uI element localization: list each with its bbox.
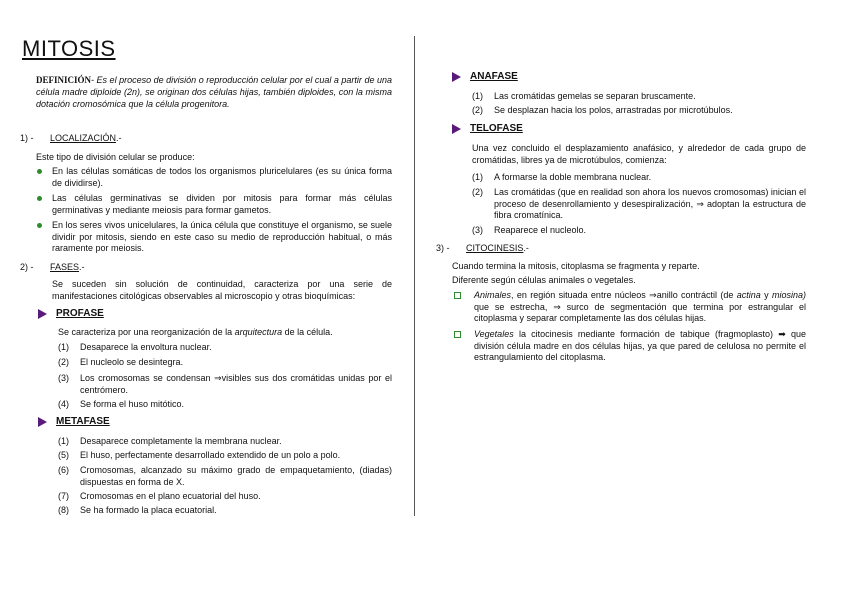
animales-text-b: y bbox=[760, 290, 772, 300]
section-2-number: 2) - bbox=[20, 262, 34, 272]
arrow-right-icon bbox=[38, 417, 47, 427]
animales-text-a: , en región situada entre núcleos ⇒anillo contráctil (de bbox=[511, 290, 737, 300]
section-2-intro: Se suceden sin solución de continuidad, caracteriza por una serie de manifestaciones citológicas observables al microscopio y otras bioquímicas: bbox=[52, 279, 392, 301]
profase-item-num: (4) bbox=[58, 399, 69, 409]
animales-text-c: que se estrecha, ⇒ surco de segmentación que termina por estrangular el citoplasma y separar completamente las dos células hijas. bbox=[474, 301, 806, 323]
arrow-right-icon bbox=[452, 72, 461, 82]
anafase-item-num: (1) bbox=[472, 91, 483, 101]
animales-em-actina: actina bbox=[736, 290, 761, 300]
telofase-item: A formarse la doble membrana nuclear. bbox=[494, 172, 652, 182]
bullet-dot-icon bbox=[37, 196, 42, 201]
anafase-item-num: (2) bbox=[472, 105, 483, 115]
section-1-bullet-2: Las células germinativas se dividen por mitosis para formar más células germinativas y mediante meiosis para formar gametos. bbox=[52, 193, 392, 215]
section-3-heading bbox=[466, 243, 529, 253]
vegetales-label: Vegetales bbox=[474, 329, 514, 339]
anafase-item: Se desplazan hacia los polos, arrastradas por microtúbulos. bbox=[494, 105, 733, 115]
profase-intro-em: arquitectura bbox=[234, 327, 283, 337]
metafase-item: Desaparece completamente la membrana nuclear. bbox=[80, 436, 282, 446]
section-1-number: 1) - bbox=[20, 133, 34, 143]
metafase-item-num: (1) bbox=[58, 436, 69, 446]
column-divider bbox=[414, 36, 415, 516]
profase-item: Se forma el huso mitótico. bbox=[80, 399, 185, 409]
checkbox-square-icon bbox=[454, 331, 461, 338]
animales-em-miosina: miosina) bbox=[771, 290, 806, 300]
section-3-line-2: Diferente según células animales o vegetales. bbox=[452, 275, 636, 285]
profase-item-num: (3) bbox=[58, 373, 69, 383]
section-1-title: LOCALIZACIÓN bbox=[50, 133, 117, 143]
telofase-intro: Una vez concluido el desplazamiento anafásico, y alrededor de cada grupo de cromátidas, libres ya de microtúbulos, comienza: bbox=[472, 143, 806, 165]
profase-item: Los cromosomas se condensan ⇒visibles sus dos cromátidas unidas por el centrómero. bbox=[80, 373, 392, 395]
definition-label: DEFINICIÓN bbox=[36, 75, 92, 85]
metafase-item: Se ha formado la placa ecuatorial. bbox=[80, 505, 217, 515]
section-3-suffix: .- bbox=[523, 243, 529, 253]
telofase-title: TELOFASE bbox=[470, 123, 523, 134]
telofase-item: Reaparece el nucleolo. bbox=[494, 225, 587, 235]
section-1-bullet-1: En las células somáticas de todos los organismos pluricelulares (es su única forma de dividirse). bbox=[52, 166, 392, 188]
section-1-suffix: .- bbox=[116, 133, 122, 143]
citocinesis-vegetales bbox=[474, 329, 806, 364]
section-1-bullet-3: En los seres vivos unicelulares, la única célula que constituye el organismo, se suele dividir por mitosis, siendo en este caso su medio de reproducción habitual, o más raramente por meiosis. bbox=[52, 220, 392, 253]
metafase-item-num: (7) bbox=[58, 491, 69, 501]
animales-label: Animales bbox=[474, 290, 512, 300]
metafase-item-num: (8) bbox=[58, 505, 69, 515]
checkbox-square-icon bbox=[454, 292, 461, 299]
section-3-title: CITOCINESIS bbox=[466, 243, 524, 253]
profase-intro bbox=[58, 327, 398, 339]
metafase-item-num: (5) bbox=[58, 450, 69, 460]
profase-item-num: (2) bbox=[58, 357, 69, 367]
profase-intro-post: de la célula. bbox=[282, 327, 333, 337]
metafase-title: METAFASE bbox=[56, 416, 110, 427]
vegetales-text: la citocinesis mediante formación de tabique (fragmoplasto) ➡ que división célula madre en dos células hijas, ya que pared de celulosa no permite el estrangulamiento del citoplasma. bbox=[474, 329, 806, 362]
telofase-item-num: (2) bbox=[472, 187, 483, 197]
metafase-item-num: (6) bbox=[58, 465, 69, 475]
telofase-item: Las cromátidas (que en realidad son ahora los nuevos cromosomas) inician el proceso de desenrollamiento y desespiralización, ⇒ adoptan la estructura de fibra cromatínica. bbox=[494, 187, 806, 220]
section-2-suffix: .- bbox=[79, 262, 85, 272]
definition-text: - Es el proceso de división o reproducción celular por el cual a partir de una célula madre diploide (2n), se originan dos células hijas, también diploides, con la misma dotación cromosómica que la célula progenitora. bbox=[36, 75, 392, 109]
profase-title: PROFASE bbox=[56, 308, 104, 319]
section-1-heading bbox=[50, 133, 122, 143]
section-2-title: FASES bbox=[50, 262, 80, 272]
definition bbox=[36, 74, 392, 110]
arrow-right-icon bbox=[452, 124, 461, 134]
section-3-number: 3) - bbox=[436, 243, 450, 253]
anafase-title: ANAFASE bbox=[470, 71, 518, 82]
section-1-intro: Este tipo de división celular se produce: bbox=[36, 152, 195, 162]
profase-item-num: (1) bbox=[58, 342, 69, 352]
metafase-item: El huso, perfectamente desarrollado extendido de un polo a polo. bbox=[80, 450, 341, 460]
bullet-dot-icon bbox=[37, 169, 42, 174]
metafase-item: Cromosomas, alcanzado su máximo grado de empaquetamiento, (diadas) dispuestas en forma de X. bbox=[80, 465, 392, 487]
profase-intro-pre: Se caracteriza por una reorganización de la bbox=[58, 327, 235, 337]
metafase-item: Cromosomas en el plano ecuatorial del huso. bbox=[80, 491, 261, 501]
page-title: MITOSIS bbox=[22, 36, 116, 61]
arrow-right-icon bbox=[38, 309, 47, 319]
telofase-item-num: (1) bbox=[472, 172, 483, 182]
profase-item: El nucleolo se desintegra. bbox=[80, 357, 184, 367]
section-3-line-1: Cuando termina la mitosis, citoplasma se fragmenta y reparte. bbox=[452, 261, 700, 271]
citocinesis-animales bbox=[474, 290, 806, 325]
anafase-item: Las cromátidas gemelas se separan bruscamente. bbox=[494, 91, 696, 101]
telofase-item-num: (3) bbox=[472, 225, 483, 235]
bullet-dot-icon bbox=[37, 223, 42, 228]
profase-item: Desaparece la envoltura nuclear. bbox=[80, 342, 212, 352]
section-2-heading bbox=[50, 262, 85, 272]
